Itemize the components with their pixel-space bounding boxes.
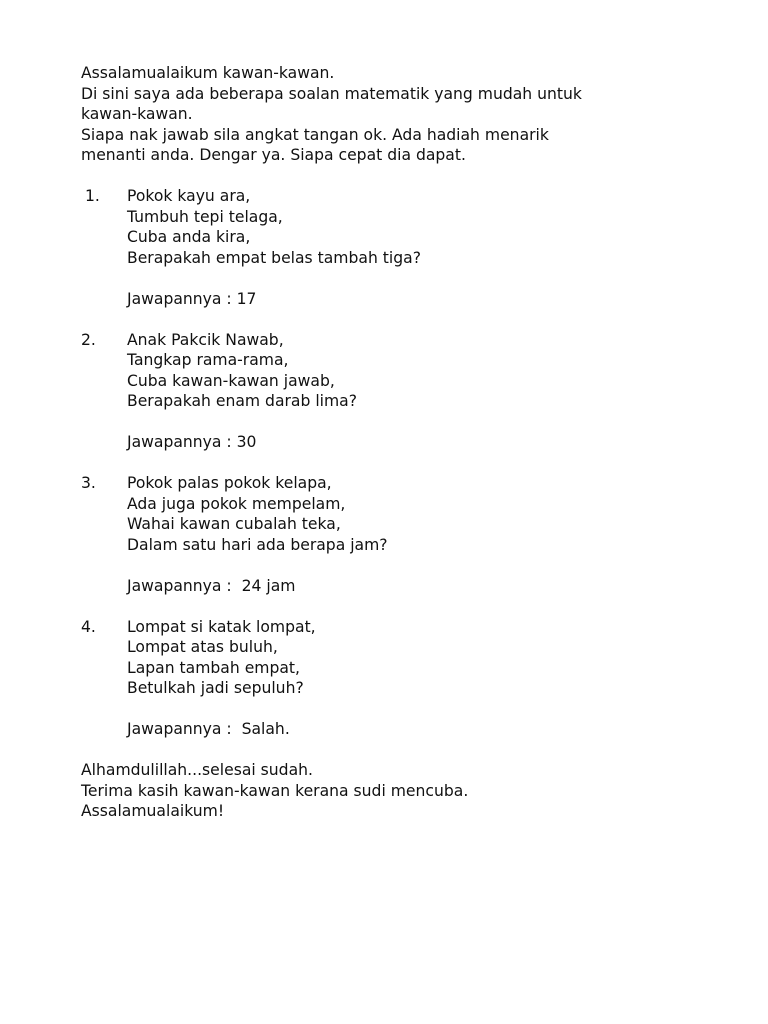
question-number: 3.	[81, 474, 96, 492]
spacer	[81, 412, 701, 433]
spacer	[81, 596, 701, 617]
question-number: 4.	[81, 617, 96, 636]
verse-line: Dalam satu hari ada berapa jam?	[127, 535, 388, 554]
verse-line: Pokok kayu ara,	[127, 187, 251, 205]
question-verse	[81, 186, 701, 268]
question-3	[81, 473, 701, 596]
answer-line: Jawapannya : Salah.	[127, 720, 290, 738]
closing-section	[81, 760, 701, 822]
spacer	[81, 309, 701, 330]
intro-section	[81, 63, 701, 166]
answer-line: Jawapannya : 24 jam	[127, 576, 296, 595]
spacer	[81, 699, 701, 720]
intro-line: kawan-kawan.	[81, 105, 193, 123]
verse-line: Lompat si katak lompat,	[127, 617, 316, 636]
verse-line: Tangkap rama-rama,	[127, 351, 289, 369]
verse-lines	[127, 617, 701, 699]
closing-line: Assalamualaikum!	[81, 802, 225, 820]
spacer	[81, 453, 701, 474]
question-verse	[81, 330, 701, 412]
question-number: 2.	[81, 330, 96, 349]
verse-line: Anak Pakcik Nawab,	[127, 330, 284, 349]
verse-lines	[127, 186, 701, 268]
verse-line: Cuba anda kira,	[127, 228, 251, 246]
intro-line: menanti anda. Dengar ya. Siapa cepat dia dapat.	[81, 146, 466, 164]
document-body	[81, 63, 701, 822]
verse-line: Lapan tambah empat,	[127, 658, 301, 677]
verse-line: Lompat atas buluh,	[127, 638, 278, 656]
question-4	[81, 617, 701, 740]
answer-line: Jawapannya : 17	[127, 289, 257, 308]
question-number: 1.	[85, 187, 100, 205]
verse-line: Tumbuh tepi telaga,	[127, 207, 283, 226]
intro-line: Di sini saya ada beberapa soalan matematik yang mudah untuk	[81, 84, 582, 103]
verse-line: Cuba kawan-kawan jawab,	[127, 371, 335, 390]
verse-line: Wahai kawan cubalah teka,	[127, 515, 341, 533]
spacer	[81, 740, 701, 761]
intro-line: Siapa nak jawab sila angkat tangan ok. Ada hadiah menarik	[81, 125, 549, 144]
verse-line: Pokok palas pokok kelapa,	[127, 474, 332, 492]
verse-line: Betulkah jadi sepuluh?	[127, 679, 304, 697]
question-verse	[81, 473, 701, 555]
intro-line: Assalamualaikum kawan-kawan.	[81, 64, 335, 82]
closing-line: Terima kasih kawan-kawan kerana sudi mencuba.	[81, 781, 469, 800]
verse-line: Ada juga pokok mempelam,	[127, 494, 346, 513]
spacer	[81, 166, 701, 187]
question-2	[81, 330, 701, 453]
verse-lines	[127, 330, 701, 412]
answer-line: Jawapannya : 30	[127, 433, 257, 451]
spacer	[81, 268, 701, 289]
verse-lines	[127, 473, 701, 555]
question-verse	[81, 617, 701, 699]
verse-line: Berapakah enam darab lima?	[127, 392, 358, 410]
spacer	[81, 555, 701, 576]
question-1	[81, 186, 701, 309]
closing-line: Alhamdulillah...selesai sudah.	[81, 761, 313, 779]
verse-line: Berapakah empat belas tambah tiga?	[127, 248, 421, 267]
